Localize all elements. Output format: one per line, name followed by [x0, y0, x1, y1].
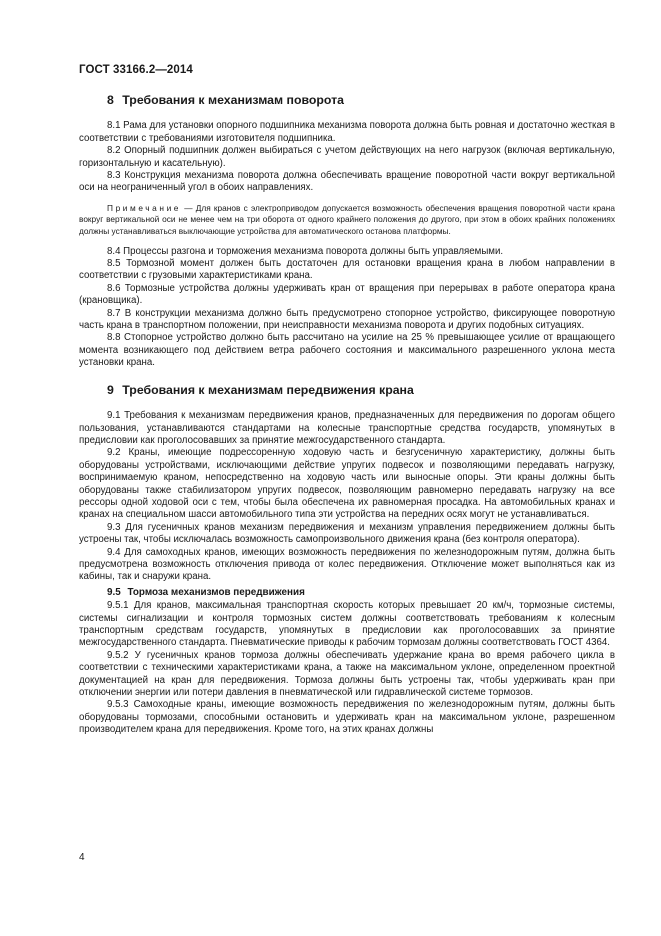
document-header: ГОСТ 33166.2—2014 [79, 64, 193, 76]
section-8-title: Требования к механизмам поворота [122, 93, 344, 107]
note-text: — Для кранов с электроприводом допускается возможность обеспечения вращения поворотной части крана вокруг вертикальной оси не менее чем на три оборота от одного крайнего положения до другого, при этом в обоих крайних положениях должны устанавливаться выключающие устройства для автоматического останова платформы. [79, 202, 615, 237]
note-block [79, 203, 615, 238]
paragraph-9-1: 9.1 Требования к механизмам передвижения кранов, предназначенных для передвижения по дорогам общего пользования, устанавливаются стандартами на колесные транспортные средства государств, упомянутых в предисловии как проголосовавших за принятие межгосударственного стандарта. [79, 410, 615, 446]
note-label: Примечание [107, 202, 182, 213]
paragraph-8-8: 8.8 Стопорное устройство должно быть рассчитано на усилие на 25 % превышающее усилие от вращающего момента возникающего под действием ветра рабочего состояния и максимального разрешенного уклона места установки крана. [79, 332, 615, 369]
subsection-9-5-heading [107, 587, 615, 599]
section-9-title: Требования к механизмам передвижения крана [122, 382, 414, 397]
paragraph-9-4: 9.4 Для самоходных кранов, имеющих возможность передвижения по железнодорожным путям, должна быть предусмотрена возможность отключения привода от колес передвижения. Отключение может выполняться как из кабины, так и снаружи крана. [79, 546, 615, 583]
section-8-number: 8 [107, 93, 114, 107]
section-9-heading [107, 384, 615, 396]
section-9-number: 9 [107, 382, 114, 397]
paragraph-9-3: 9.3 Для гусеничных кранов механизм передвижения и механизм управления передвижением должны быть устроены так, чтобы исключалась возможность самопроизвольного движения крана (без контроля оператора). [79, 521, 615, 546]
page-number: 4 [79, 852, 85, 863]
paragraph-9-2: 9.2 Краны, имеющие подрессоренную ходовую часть и безгусеничную характеристику, должны быть оборудованы устройствами, исключающими действие упругих подвесок и позволяющими передавать нагрузку, воспринимаемую краном, непосредственно на ходовую часть или выносные опоры. Эти краны должны быть оборудованы также стабилизатором упругих подвесок, позволяющим равномерно передавать нагрузку на все рессоры одной ходовой оси с тем, чтобы была обеспечена их равномерная просадка. На автомобильных кранах и кранах на специальном шасси автомобильного типа эти устройства на передних осях могут не устанавливаться. [79, 447, 615, 521]
subsection-9-5-title: Тормоза механизмов передвижения [127, 586, 305, 598]
paragraph-8-1: 8.1 Рама для установки опорного подшипника механизма поворота должна быть ровная и достаточно жесткая в соответствии с требованиями изготовителя подшипника. [79, 120, 615, 144]
paragraph-8-6: 8.6 Тормозные устройства должны удерживать кран от вращения при перерывах в работе оператора крана (крановщика). [79, 282, 615, 307]
paragraph-8-2: 8.2 Опорный подшипник должен выбираться с учетом действующих на него нагрузок (включая вертикальную, горизонтальную и касательную). [79, 145, 615, 169]
paragraph-8-7: 8.7 В конструкции механизма должно быть предусмотрено стопорное устройство, фиксирующее поворотную часть крана в транспортном положении, при неисправности механизма поворота и других подобных ситуациях. [79, 307, 615, 332]
section-8-heading [107, 94, 615, 106]
paragraph-9-5-3: 9.5.3 Самоходные краны, имеющие возможность передвижения по железнодорожным путям, должны быть оборудованы тормозами, способными остановить и удерживать кран на максимальном уклоне, разрешенном производителем крана для передвижения. Кроме того, на этих кранах должны [79, 699, 615, 736]
paragraph-8-3: 8.3 Конструкция механизма поворота должна обеспечивать вращение поворотной части вокруг вертикальной оси на неограниченный угол в обоих направлениях. [79, 170, 615, 194]
paragraph-8-4: 8.4 Процессы разгона и торможения механизма поворота должны быть управляемыми. [107, 245, 504, 257]
subsection-9-5-number: 9.5 [107, 586, 121, 598]
page-content [79, 88, 615, 737]
paragraph-9-5-2: 9.5.2 У гусеничных кранов тормоза должны обеспечивать удержание крана во время рабочего цикла в соответствии с техническими характеристиками крана, а также на максимальном уклоне, определенном проектной документацией на кран для передвижения. Тормоза должны быть устроены так, чтобы удерживать кран при отключении энергии или потери давления в пневматической или гидравлической системе тормозов. [79, 649, 615, 699]
paragraph-9-5-1: 9.5.1 Для кранов, максимальная транспортная скорость которых превышает 20 км/ч, тормозные системы, системы сигнализации и контроля тормозных систем должны соответствовать требованиям к колесным транспортным средствам государств, упомянутых в предисловии как проголосовавших за принятие межгосударственного стандарта. Пневматические приводы к рабочим тормозам должны соответствовать ГОСТ 4364. [79, 600, 615, 649]
paragraph-8-5: 8.5 Тормозной момент должен быть достаточен для остановки вращения крана в любом направлении в соответствии с грузовыми характеристиками крана. [79, 258, 615, 282]
